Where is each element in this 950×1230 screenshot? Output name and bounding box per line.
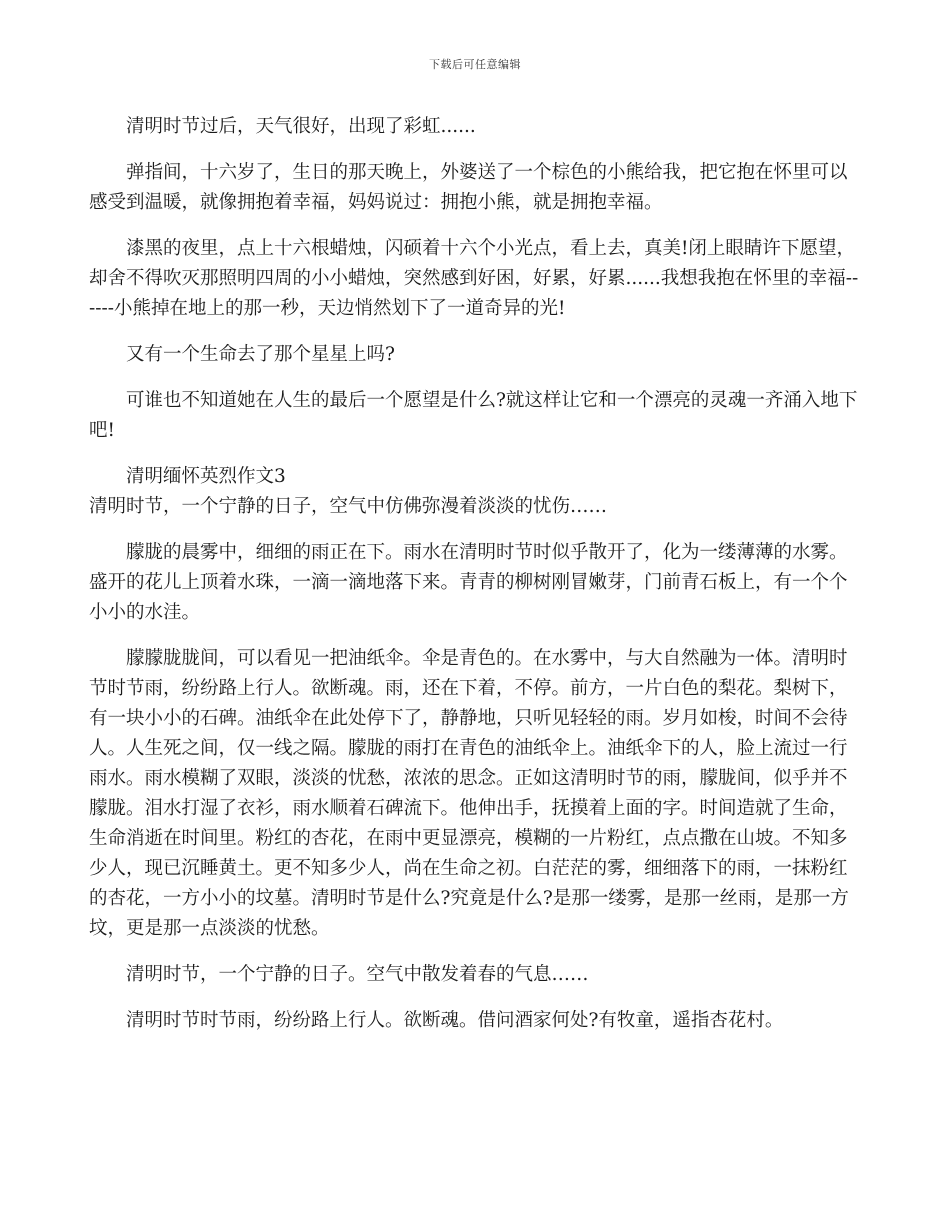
paragraph: 清明时节时节雨，纷纷路上行人。欲断魂。借问酒家何处?有牧童，遥指杏花村。: [126, 1010, 784, 1031]
document-body: [89, 112, 864, 1052]
page-header: 下载后可任意编辑: [429, 58, 521, 71]
paragraph: 朦朦胧胧间，可以看见一把油纸伞。伞是青色的。在水雾中，与大自然融为一体。清明时节时节雨，纷纷路上行人。欲断魂。雨，还在下着，不停。前方，一片白色的梨花。梨树下，有一块小小的石碑。油纸伞在此处停下了，静静地，只听见轻轻的雨。岁月如梭，时间不会待人。人生死之间，仅一线之隔。朦胧的雨打在青色的油纸伞上。油纸伞下的人，脸上流过一行雨水。雨水模糊了双眼，淡淡的忧愁，浓浓的思念。正如这清明时节的雨，朦胧间，似乎并不朦胧。泪水打湿了衣衫，雨水顺着石碑流下。他伸出手，抚摸着上面的字。时间造就了生命，生命消逝在时间里。粉红的杏花，在雨中更显漂亮，模糊的一片粉红，点点撒在山坡。不知多少人，现已沉睡黄土。更不知多少人，尚在生命之初。白茫茫的雾，细细落下的雨，一抹粉红的杏花，一方小小的坟墓。清明时节是什么?究竟是什么?是那一缕雾，是那一丝雨，是那一方坟，更是那一点淡淡的忧愁。: [89, 648, 849, 939]
paragraph: 清明时节，一个宁静的日子。空气中散发着春的气息……: [126, 964, 589, 985]
paragraph: 又有一个生命去了那个星星上吗?: [126, 344, 395, 365]
paragraph: 清明时节过后，天气很好，出现了彩虹......: [126, 116, 476, 137]
paragraph: 弹指间，十六岁了，生日的那天晚上，外婆送了一个棕色的小熊给我，把它抱在怀里可以感受到温暖，就像拥抱着幸福，妈妈说过：拥抱小熊，就是拥抱幸福。: [89, 162, 848, 213]
paragraph: 漆黑的夜里，点上十六根蜡烛，闪硕着十六个小光点，看上去，真美!闭上眼睛许下愿望，却舍不得吹灭那照明四周的小小蜡烛，突然感到好困，好累，好累......我想我抱在怀里的幸福------小熊掉在地上的那一秒，天边悄然划下了一道奇异的光!: [89, 238, 859, 319]
paragraph: 朦胧的晨雾中，细细的雨正在下。雨水在清明时节时似乎散开了，化为一缕薄薄的水雾。盛开的花儿上顶着水珠，一滴一滴地落下来。青青的柳树刚冒嫩芽，门前青石板上，有一个个小小的水洼。: [89, 542, 848, 623]
section-title: 清明缅怀英烈作文3: [126, 466, 286, 487]
paragraph: 清明时节，一个宁静的日子，空气中仿佛弥漫着淡淡的忧伤……: [89, 496, 608, 517]
paragraph: 可谁也不知道她在人生的最后一个愿望是什么?就这样让它和一个漂亮的灵魂一齐涌入地下吧!: [89, 390, 858, 441]
